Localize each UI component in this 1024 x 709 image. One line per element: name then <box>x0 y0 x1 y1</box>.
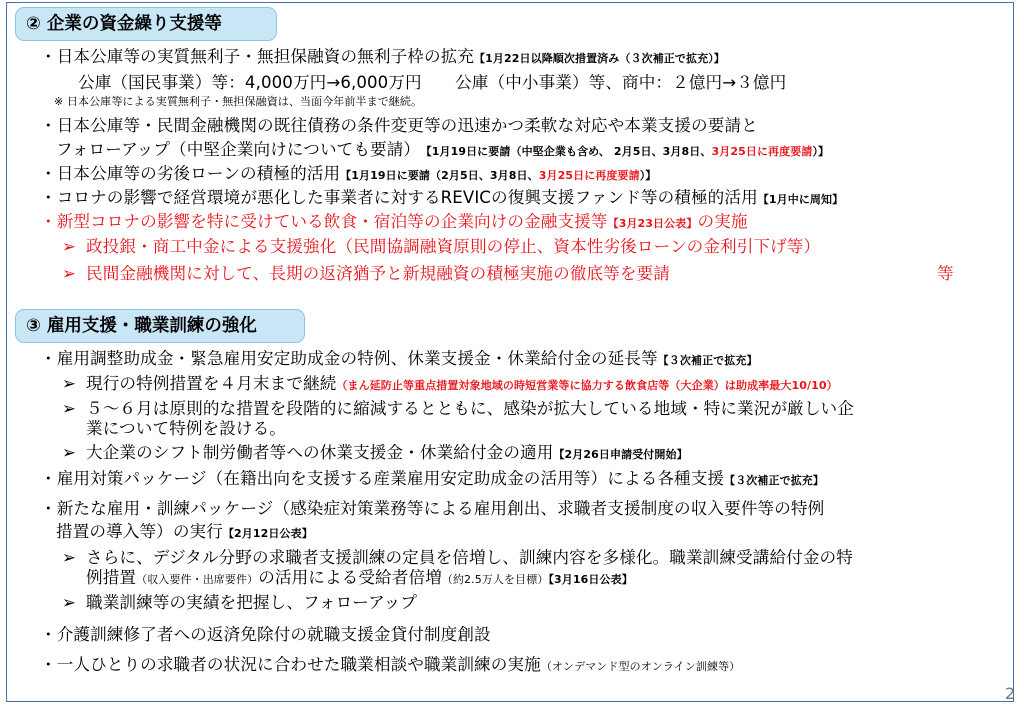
s2-item1: ・日本公庫等の実質無利子・無担保融資の無利子枠の拡充【1月22日以降順次措置済み（３次補正で拡充）】 <box>40 47 725 66</box>
s3-item3-sub2: ➢ 職業訓練等の実績を把握し、フォローアップ <box>62 593 418 612</box>
s3-item1-sub1: ➢ 現行の特例措置を４月末まで継続（まん延防止等重点措置対象地域の時短営業等に協力する飲食店等（大企業）は助成率最大10/10） <box>62 374 838 393</box>
arrow-icon: ➢ <box>62 374 77 393</box>
s3-item1: ・雇用調整助成金・緊急雇用安定助成金の特例、休業支援金・休業給付金の延長等【３次補正で拡充】 <box>40 349 758 368</box>
arrow-icon: ➢ <box>62 443 77 462</box>
s2-item2-cont: フォローアップ（中堅企業向けについても要請） 【1月19日に要請（中堅企業も含め、 2月5日、3月8日、3月25日に再度要請）】 <box>56 140 830 159</box>
s2-item5: ・新型コロナの影響を特に受けている飲食・宿泊等の企業向けの金融支援等【3月23日公表】の実施 <box>40 212 748 231</box>
s3-item3-cont: 措置の導入等）の実行【2月12日公表】 <box>56 522 313 541</box>
s3-item1-sub2: ➢ ５～６月は原則的な措置を段階的に縮減するとともに、感染が拡大している地域・特に業況が厳しい企 <box>62 399 854 418</box>
s2-item4: ・コロナの影響で経営環境が悪化した事業者に対するREVICの復興支援ファンド等の積極的活用【1月中に周知】 <box>40 188 844 207</box>
s3-item3: ・新たな雇用・訓練パッケージ（感染症対策業務等による雇用創出、求職者支援制度の収入要件等の特例 <box>40 499 825 518</box>
s2-item2: ・日本公庫等・民間金融機関の既往債務の条件変更等の迅速かつ柔軟な対応や本業支援の要請と <box>40 116 758 135</box>
arrow-icon: ➢ <box>62 237 77 256</box>
s2-item5-sub1: ➢ 政投銀・商工中金による支援強化（民間協調融資原則の停止、資本性劣後ローンの金利引下げ等） <box>62 237 821 256</box>
s3-item3-sub1: ➢ さらに、デジタル分野の求職者支援訓練の定員を倍増し、訓練内容を多様化。職業訓練受講給付金の特 <box>62 548 853 567</box>
arrow-icon: ➢ <box>62 264 77 283</box>
s2-item5-sub2: ➢ 民間金融機関に対して、長期の返済猶予と新規融資の積極実施の徹底等を要請 等 <box>62 264 954 283</box>
arrow-icon: ➢ <box>62 399 77 418</box>
s3-item5: ・一人ひとりの求職者の状況に合わせた職業相談や職業訓練の実施（オンデマンド型のオンライン訓練等） <box>40 655 741 674</box>
s3-item4: ・介護訓練修了者への返済免除付の就職支援金貸付制度創設 <box>40 625 491 644</box>
page-number: 2 <box>1004 684 1015 703</box>
section2-title: ② 企業の資金繰り支援等 <box>15 7 277 41</box>
arrow-icon: ➢ <box>62 593 77 612</box>
s3-item1-sub3: ➢ 大企業のシフト制労働者等への休業支援金・休業給付金の適用【2月26日申請受付開始】 <box>62 443 688 462</box>
s2-item1-note: ※ 日本公庫等による実質無利子・無担保融資は、当面今年前半まで継続。 <box>54 95 423 108</box>
s3-item1-sub2-cont: 業について特例を設ける。 <box>86 419 286 438</box>
section3-title: ③ 雇用支援・職業訓練の強化 <box>15 309 305 343</box>
arrow-icon: ➢ <box>62 548 77 567</box>
s3-item3-sub1-cont: 例措置（収入要件・出席要件）の活用による受給者倍増（約2.5万人を目標）【3月16日公表】 <box>86 568 633 587</box>
s2-item1-detail: 公庫（国民事業）等：4,000万円→6,000万円 公庫（中小事業）等、商中：２億円→３億円 <box>78 73 787 92</box>
s2-item3: ・日本公庫等の劣後ローンの積極的活用【1月19日に要請（2月5日、3月8日、3月25日に再度要請）】 <box>40 164 657 183</box>
s3-item2: ・雇用対策パッケージ（在籍出向を支援する産業雇用安定助成金の活用等）による各種支援【３次補正で拡充】 <box>40 469 825 488</box>
